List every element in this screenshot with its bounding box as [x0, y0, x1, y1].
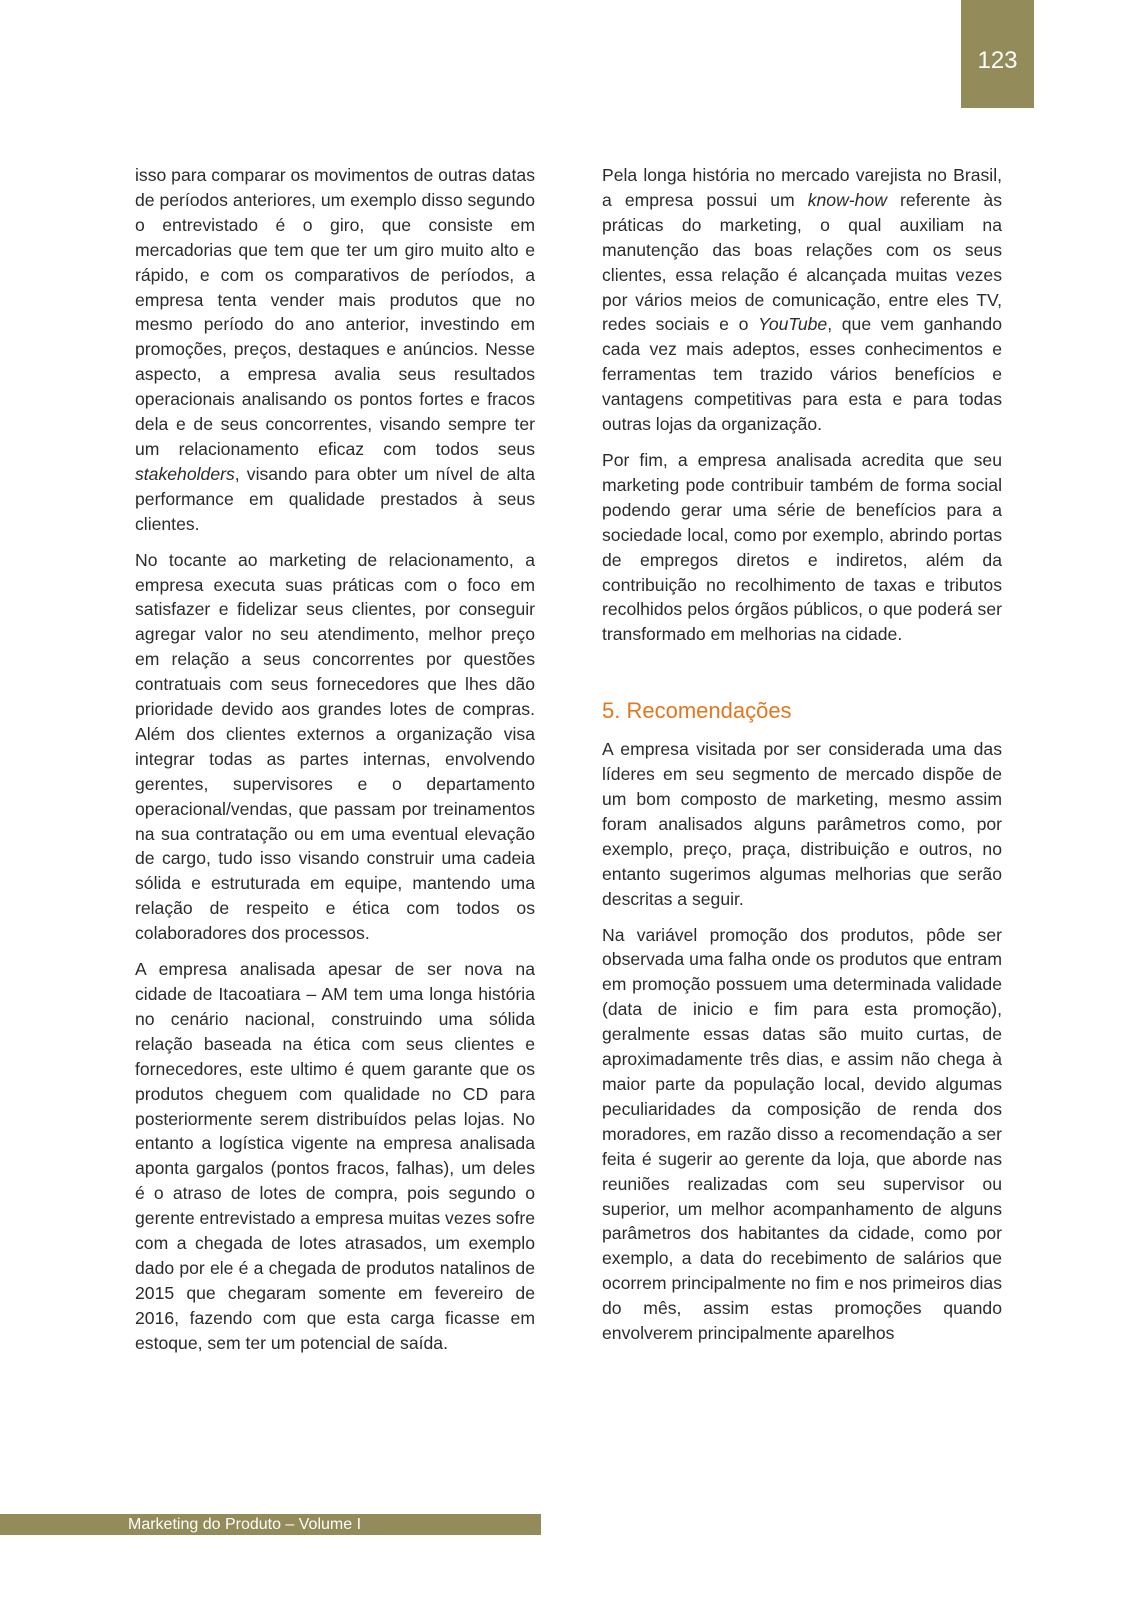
right-column — [602, 163, 1002, 1357]
text-run: isso para comparar os movimentos de outras datas de períodos anteriores, um exemplo disso segundo o entrevistado é o giro, que consiste em mercadorias que tem que ter um giro muito alto e rápido, e com os comparativos de períodos, a empresa tenta vender mais produtos que no mesmo período do ano anterior, investindo em promoções, preços, destaques e anúncios. Nesse aspecto, a empresa avalia seus resultados operacionais analisando os pontos fortes e fracos dela e de seus concorrentes, visando sempre ter um relacionamento eficaz com todos seus — [135, 165, 536, 459]
page-number-box — [961, 0, 1034, 108]
text-run: referente às práticas do marketing, o qual auxiliam na manutenção das boas relações com os seus clientes, essa relação é alcançada muitas vezes por vários meios de comunicação, entre eles TV, redes sociais e o — [602, 189, 1002, 335]
left-paragraph-3: A empresa analisada apesar de ser nova na cidade de Itacoatiara – AM tem uma longa história no cenário nacional, construindo uma sólida relação baseada na ética com seus clientes e fornecedores, este ultimo é quem garante que os produtos cheguem com qualidade no CD para posteriormente serem distribuídos pelas lojas. No entanto a logística vigente na empresa analisada aponta gargalos (pontos fracos, falhas), um deles é o atraso de lotes de compra, pois segundo o gerente entrevistado a empresa muitas vezes sofre com a chegada de lotes atrasados, um exemplo dado por ele é a chegada de produtos natalinos de 2015 que chegaram somente em fevereiro de 2016, fazendo com que esta carga ficasse em estoque, sem ter um potencial de saída. — [135, 959, 535, 1353]
right-paragraph-4: Na variável promoção dos produtos, pôde ser observada uma falha onde os produtos que entram em promoção possuem uma determinada validade (data de inicio e fim para esta promoção), geralmente essas datas são muito curtas, de aproximadamente três dias, e assim não chega à maior parte da população local, devido algumas peculiaridades da composição de renda dos moradores, em razão disso a recomendação a ser feita é sugerir ao gerente da loja, que aborde nas reuniões realizadas com seu supervisor ou superior, um melhor acompanhamento de alguns parâmetros dos habitantes da cidade, como por exemplo, a data do recebimento de salários que ocorrem principalmente no fim e nos primeiros dias do mês, assim estas promoções quando envolverem principalmente aparelhos — [602, 924, 1002, 1344]
page-number: 123 — [977, 47, 1018, 74]
footer-text: Marketing do Produto – Volume I — [128, 1516, 362, 1533]
text-run: Pela longa história no mercado varejista no Brasil, a empresa possui um — [602, 165, 1002, 210]
text-run: , visando para obter um nível de alta performance em qualidade prestados à seus clientes. — [135, 463, 535, 534]
section-title: 5. Recomendações — [602, 698, 792, 724]
right-paragraph-3: A empresa visitada por ser considerada uma das líderes em seu segmento de mercado dispõe de um bom composto de marketing, mesmo assim foram analisados alguns parâmetros como, por exemplo, preço, praça, distribuição e outros, no entanto sugerimos algumas melhorias que serão descritas a seguir. — [602, 739, 1002, 909]
left-paragraph-1 — [135, 163, 535, 537]
right-paragraph-1 — [602, 163, 1002, 437]
footer-bar — [0, 1514, 541, 1535]
left-paragraph-2: No tocante ao marketing de relacionamento, a empresa executa suas práticas com o foco em satisfazer e fidelizar seus clientes, por conseguir agregar valor no seu atendimento, melhor preço em relação a seus concorrentes por questões contratuais com seus fornecedores que lhes dão prioridade devido aos grandes lotes de compras. Além dos clientes externos a organização visa integrar todas as partes internas, envolvendo gerentes, supervisores e o departamento operacional/vendas, que passam por treinamentos na sua contratação ou em uma eventual elevação de cargo, tudo isso visando construir uma cadeia sólida e estruturada em equipe, mantendo uma relação de respeito e ética com todos os colaboradores dos processos. — [135, 549, 535, 944]
italic-term: YouTube — [758, 314, 828, 335]
right-paragraph-2: Por fim, a empresa analisada acredita que seu marketing pode contribuir também de forma social podendo gerar uma série de benefícios para a sociedade local, como por exemplo, abrindo portas de empregos diretos e indiretos, além da contribuição no recolhimento de taxas e tributos recolhidos pelos órgãos públicos, o que poderá ser transformado em melhorias na cidade. — [602, 449, 1002, 645]
text-run: , que vem ganhando cada vez mais adeptos, esses conhecimentos e ferramentas tem trazido vários benefícios e vantagens competitivas para esta e para todas outras lojas da organização. — [602, 314, 1002, 435]
left-column — [135, 163, 535, 1367]
italic-term: know-how — [807, 189, 887, 210]
italic-term: stakeholders — [135, 463, 235, 484]
